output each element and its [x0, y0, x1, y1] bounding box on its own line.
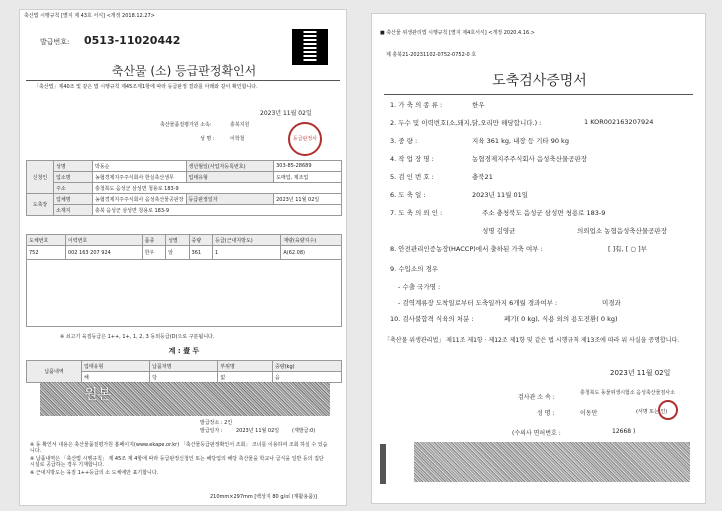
row-label-6: 6. 도 축 일 : — [390, 191, 426, 199]
slaughter-group-label: 도축장 — [27, 194, 54, 216]
r-dob-label: 생년월일(사업자등록번호) — [186, 161, 274, 172]
cell-grade: 1 — [213, 246, 281, 260]
document-number: 제 충북21-20231102-0752-0752-0 호 — [386, 52, 477, 58]
form-note: 축산법 시행규칙 [별지 제 43호 서식] <개정 2018.12.27> — [24, 13, 155, 19]
row-value-6: 2023년 11월 01일 — [472, 191, 529, 199]
delivery-header-part: 부위명 — [218, 361, 273, 372]
r-type-label: 업태유형 — [186, 172, 274, 183]
row-label-4: 4. 작 업 장 명 : — [390, 155, 434, 163]
s-date-label: 등급판정일자 — [186, 194, 274, 205]
empty-rows-area — [27, 260, 342, 327]
r-biz-label: 업소명 — [54, 172, 93, 183]
row-value-2: 1 KOR002163207924 — [584, 118, 654, 126]
form-note: ■ 축산물 위생관리법 시행규칙 [별지 제4호서식] <개정 2020.4.16.> — [380, 30, 535, 36]
header-breed: 품종 — [142, 235, 165, 246]
header-sex: 성별 — [166, 235, 189, 246]
inspector-org: 충청북도 동물위생시험소 음성축산물검사소 — [580, 390, 675, 396]
haccp-label: 8. 안전관리인증농장(HACCP)에서 출하된 가축 여부 : — [390, 245, 543, 253]
official-seal-icon — [288, 122, 322, 156]
divider — [26, 80, 340, 81]
delivery-cell-1: 해 — [82, 372, 150, 383]
row-label-2: 2. 두수 및 이력번호(소,돼지,닭,오리만 해당합니다.) : — [390, 119, 542, 127]
fail-label: 10. 검사불합격 식육의 처분 : — [390, 315, 474, 323]
r-biz: 농협경제지주주식회사 한실축산생무 — [93, 172, 187, 183]
row-label-3: 3. 중 량 : — [390, 137, 418, 145]
row-label-5: 5. 검 인 번 호 : — [390, 173, 434, 181]
document-title: 축산물 (소) 등급판정확인서 — [111, 64, 257, 78]
inspector-name: 이동만 — [580, 410, 598, 417]
fail-value: 폐기( 0 kg), 식용 외의 용도전환( 0 kg) — [504, 315, 618, 323]
import-label: 9. 수입소의 경우 — [390, 265, 439, 273]
cell-trace-no: 002 163 207 924 — [65, 246, 142, 260]
delivery-header-weight: 중량(kg) — [272, 361, 341, 372]
delivery-header-type: 업태유형 — [82, 361, 150, 372]
row-value-3: 지육 361 kg, 내장 등 기타 90 kg — [472, 137, 569, 145]
import-period-value: 미경과 — [602, 299, 621, 307]
cell-yield: A(62.08) — [281, 246, 342, 260]
issue-number-label: 발급번호: — [40, 38, 70, 46]
s-biz-label: 업체명 — [54, 194, 93, 205]
header-carcass-no: 도체번호 — [27, 235, 66, 246]
cell-weight: 361 — [189, 246, 212, 260]
reissue-count: (재발급:0) — [292, 428, 316, 434]
official-seal-icon — [658, 400, 678, 420]
grade-note: ※ 쇠고기 육질등급은 1++, 1+, 1, 2, 3 등외등급(D)으로 구분됩니다. — [60, 334, 215, 340]
paper-size: 210mm×297mm [백상지 80 g/㎡ (재활용품)] — [210, 494, 317, 500]
inspector-name-label: 성 명 : — [537, 410, 555, 417]
grade-certificate-page — [19, 9, 347, 506]
applicant-group-label: 신청인 — [27, 161, 54, 194]
document-title: 도축검사증명서 — [492, 73, 587, 89]
grading-table — [26, 234, 342, 327]
delivery-cell-4: 음 — [272, 372, 341, 383]
delivery-cell-2: 당 — [150, 372, 218, 383]
row-value-5: 충북21 — [472, 173, 493, 181]
grader-name: 이학철 — [230, 136, 245, 142]
delivery-header-dest: 납품처명 — [150, 361, 218, 372]
qr-code-icon — [292, 29, 328, 65]
delivery-group-label: 납품내역 — [27, 361, 82, 383]
seal-label: 등급판정사 — [292, 136, 318, 142]
footnote-1: ※ 동 확인서 내용은 축산물품질평가원 홈페이지(www.ekape.or.kr) 「축산물등급판정확인서 조회」 코너를 이용하여 조회 하실 수 있습니다. — [30, 442, 328, 454]
s-addr-label: 소재지 — [54, 205, 93, 216]
header-yield: 재량(육량지수) — [281, 235, 342, 246]
r-name-label: 성명 — [54, 161, 93, 172]
statement: 「축산물 위생관리법」 제11조 제1항 · 제12조 제1항 및 같은 법 시행규칙 제13조에 따라 위 사실을 증명합니다. — [384, 337, 680, 344]
issue-number: 0513-11020442 — [84, 34, 181, 47]
import-period: - 검역계류장 도착일로부터 도축일까지 6개월 경과여부 : — [398, 299, 558, 307]
requester-business: 의뢰업소 농협음성축산물공판장 — [577, 227, 667, 235]
grader-name-label: 성 명 : — [200, 136, 215, 142]
row-value-7: 주소 충청북도 음성군 삼성면 청용로 183-9 — [482, 209, 606, 217]
statement-date: 2023년 11월 02일 — [610, 369, 671, 377]
s-biz: 농협경제지주주식회사 음성축산물공판장 — [93, 194, 187, 205]
license-label: (수의사 면허번호 : — [512, 430, 561, 437]
office-value: 충북지원 — [230, 122, 250, 128]
row-label-7: 7. 도 축 의 뢰 인 : — [390, 209, 443, 217]
intro-text: 「축산법」제40조 및 같은 법 시행규칙 제45조제1항에 따라 등급판정 결과를 아래와 같이 확인합니다. — [34, 84, 258, 90]
r-name: 박동순 — [93, 161, 187, 172]
cell-carcass-no: 752 — [27, 246, 66, 260]
cell-sex: 암 — [166, 246, 189, 260]
r-addr: 충청북도 음성군 삼성면 청용로 183-9 — [93, 183, 342, 194]
license-number: 12668 ) — [612, 428, 636, 435]
row-value-1: 한우 — [472, 101, 485, 109]
s-addr: 충북 음성군 삼성면 청용로 183-9 — [93, 205, 342, 216]
certificate-date: 2023년 11월 02일 — [260, 110, 312, 117]
row-label-1: 1. 가 축 의 종 류 : — [390, 101, 443, 109]
footnote-3: ※ 근내지방도는 육질 1++등급의 소 도체에만 표기합니다. — [30, 470, 159, 476]
haccp-value: [ ]有, [ ○ ]부 — [608, 245, 647, 253]
applicant-table — [26, 160, 342, 216]
total-count: 계 : 壹 두 — [168, 347, 200, 355]
slaughter-inspection-page — [371, 13, 706, 504]
office-label: 축산물품질평가원 소속: — [160, 122, 212, 128]
r-dob: 303-85-28689 — [274, 161, 342, 172]
cell-breed: 한우 — [142, 246, 165, 260]
security-pattern — [414, 442, 690, 482]
r-type: 도매업, 제조업 — [274, 172, 342, 183]
divider — [384, 94, 693, 95]
requester-name: 성명 김영균 — [482, 227, 516, 235]
header-trace-no: 이력번호 — [65, 235, 142, 246]
inspector-org-label: 검사관 소 속 : — [518, 394, 555, 401]
issue-place: 발급장소 : 2인 — [200, 420, 233, 426]
header-grade: 등급(근내지방도) — [213, 235, 281, 246]
header-weight: 중량 — [189, 235, 212, 246]
r-addr-label: 주소 — [54, 183, 93, 194]
original-watermark: 원본 — [84, 387, 112, 403]
s-date: 2023년 11월 02일 — [274, 194, 342, 205]
import-country: - 수출 국가명 : — [398, 283, 441, 291]
delivery-cell-3: 없 — [218, 372, 273, 383]
row-value-4: 농협경제지주주식회사 음성축산물공판장 — [472, 155, 588, 163]
signature-label: (서명 또는 인) — [636, 409, 668, 415]
footnote-2: ※ 납품내역은 「축산법 시행규칙」 제 45조 제 4항에 따라 등급판정신청인 또는 해당업의 해당 축산물을 학교나 급식을 일반 등의 집단 시설로 공급하는 경우 기재합니다. — [30, 456, 324, 468]
delivery-table — [26, 360, 342, 383]
issue-date-label: 발급일자 : — [200, 428, 223, 434]
issue-date: 2023년 11월 02일 — [236, 428, 280, 434]
margin-mark — [380, 444, 386, 484]
